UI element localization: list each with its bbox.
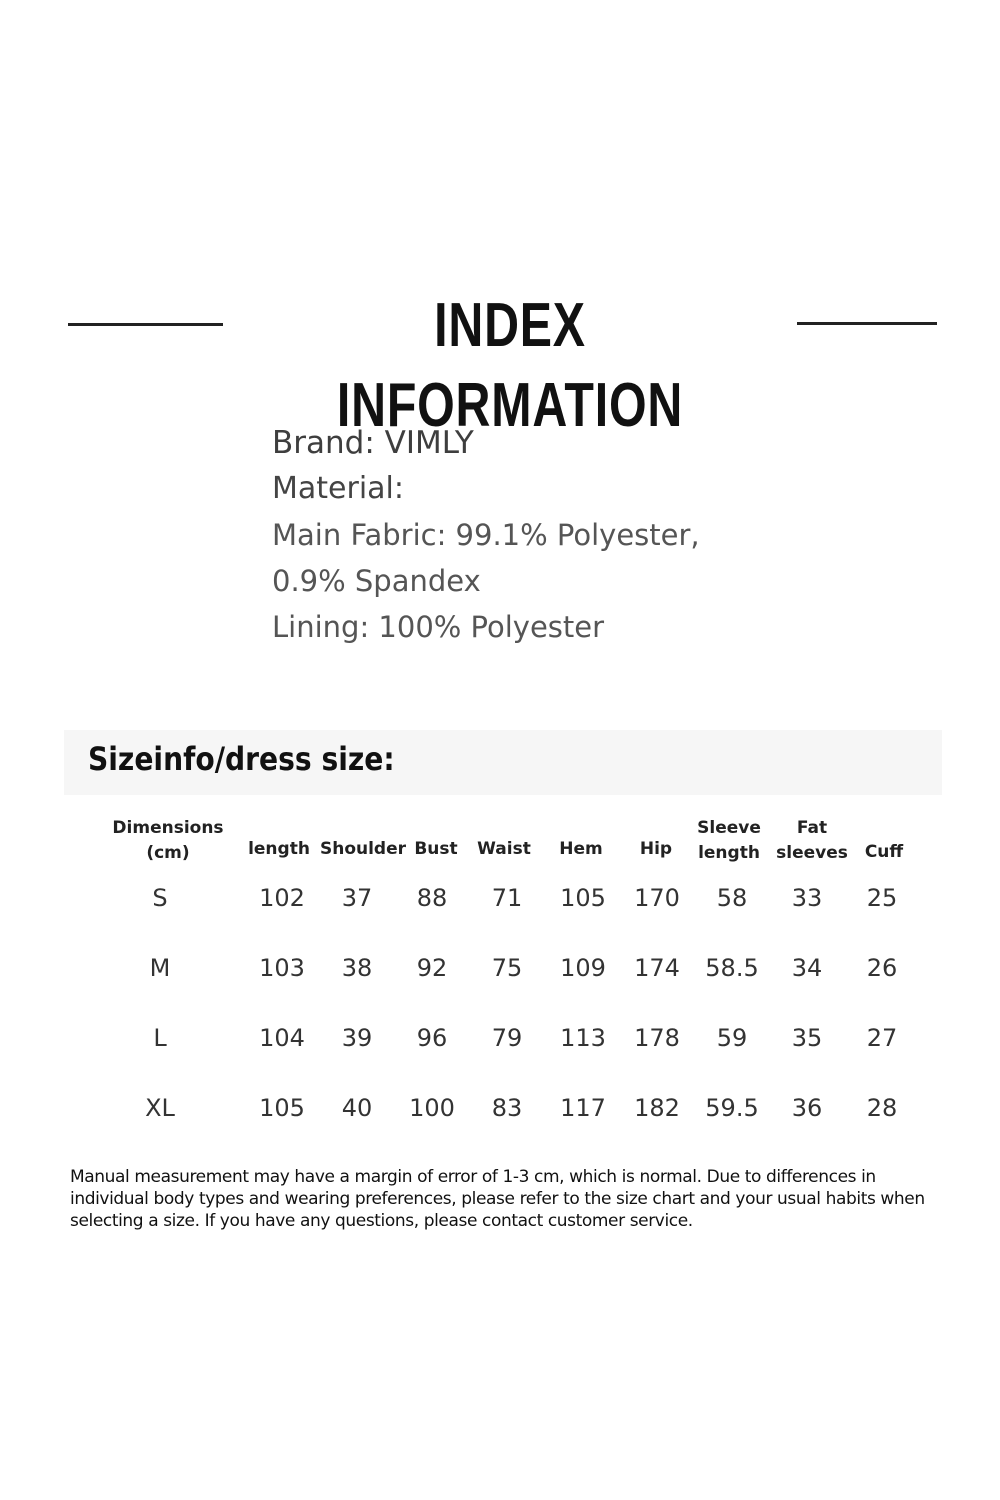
fat-sleeves-cell: 34 bbox=[791, 954, 823, 982]
column-header-waist: Waist bbox=[477, 839, 531, 859]
cuff-cell: 27 bbox=[866, 1024, 898, 1052]
sleeve-length-cell: 58 bbox=[716, 884, 748, 912]
waist-cell: 71 bbox=[491, 884, 523, 912]
waist-cell: 83 bbox=[491, 1094, 523, 1122]
hem-cell: 113 bbox=[560, 1024, 606, 1052]
length-cell: 105 bbox=[259, 1094, 305, 1122]
length-cell: 104 bbox=[259, 1024, 305, 1052]
fat-sleeves-cell: 33 bbox=[791, 884, 823, 912]
fat-sleeves-cell: 36 bbox=[791, 1094, 823, 1122]
lining-text: Lining: 100% Polyester bbox=[272, 610, 605, 644]
waist-cell: 75 bbox=[491, 954, 523, 982]
hip-cell: 174 bbox=[634, 954, 680, 982]
sleeve-length-cell: 59 bbox=[716, 1024, 748, 1052]
main-fabric-text-cont: 0.9% Spandex bbox=[272, 564, 481, 598]
length-cell: 102 bbox=[259, 884, 305, 912]
cuff-cell: 26 bbox=[866, 954, 898, 982]
size-section-header bbox=[64, 730, 942, 795]
measurement-note: Manual measurement may have a margin of error of 1-3 cm, which is normal. Due to differences in individual body types and wearing preferences, please refer to the size chart and your usual habits when selecting a size. If you have any questions, please contact customer service. bbox=[70, 1167, 925, 1231]
column-header-sleeve-length: Sleeve length bbox=[697, 818, 761, 863]
shoulder-cell: 40 bbox=[341, 1094, 373, 1122]
sleeve-length-cell: 58.5 bbox=[705, 954, 759, 982]
title-left-rule bbox=[68, 323, 223, 326]
hem-cell: 105 bbox=[560, 884, 606, 912]
cuff-cell: 28 bbox=[866, 1094, 898, 1122]
title-right-rule bbox=[797, 322, 937, 325]
cuff-cell: 25 bbox=[866, 884, 898, 912]
hem-cell: 109 bbox=[560, 954, 606, 982]
sleeve-length-cell: 59.5 bbox=[705, 1094, 759, 1122]
size-cell: M bbox=[149, 954, 171, 982]
main-fabric-text: Main Fabric: 99.1% Polyester, bbox=[272, 518, 700, 552]
bust-cell: 88 bbox=[416, 884, 448, 912]
column-header-cuff: Cuff bbox=[864, 842, 904, 862]
column-header-shoulder: Shoulder bbox=[319, 839, 407, 859]
size-section-title: Sizeinfo/dress size: bbox=[88, 740, 395, 778]
column-header-length: length bbox=[248, 839, 310, 859]
length-cell: 103 bbox=[259, 954, 305, 982]
product-info bbox=[272, 420, 700, 650]
size-cell: S bbox=[152, 884, 168, 912]
page-title: INDEX INFORMATION bbox=[336, 291, 684, 440]
brand-text: Brand: VIMLY bbox=[272, 425, 474, 461]
column-header-dimensions: Dimensions (cm) bbox=[112, 818, 224, 863]
hip-cell: 170 bbox=[634, 884, 680, 912]
hip-cell: 178 bbox=[634, 1024, 680, 1052]
hem-cell: 117 bbox=[560, 1094, 606, 1122]
shoulder-cell: 37 bbox=[341, 884, 373, 912]
column-header-bust: Bust bbox=[414, 839, 458, 859]
size-cell: L bbox=[153, 1024, 167, 1052]
shoulder-cell: 39 bbox=[341, 1024, 373, 1052]
column-header-fat-sleeves: Fat sleeves bbox=[776, 818, 848, 863]
size-cell: XL bbox=[145, 1094, 175, 1122]
hip-cell: 182 bbox=[634, 1094, 680, 1122]
bust-cell: 96 bbox=[416, 1024, 448, 1052]
column-header-hem: Hem bbox=[559, 839, 603, 859]
bust-cell: 100 bbox=[409, 1094, 455, 1122]
fat-sleeves-cell: 35 bbox=[791, 1024, 823, 1052]
column-header-hip: Hip bbox=[639, 839, 673, 859]
bust-cell: 92 bbox=[416, 954, 448, 982]
waist-cell: 79 bbox=[491, 1024, 523, 1052]
shoulder-cell: 38 bbox=[341, 954, 373, 982]
material-label: Material: bbox=[272, 471, 404, 506]
